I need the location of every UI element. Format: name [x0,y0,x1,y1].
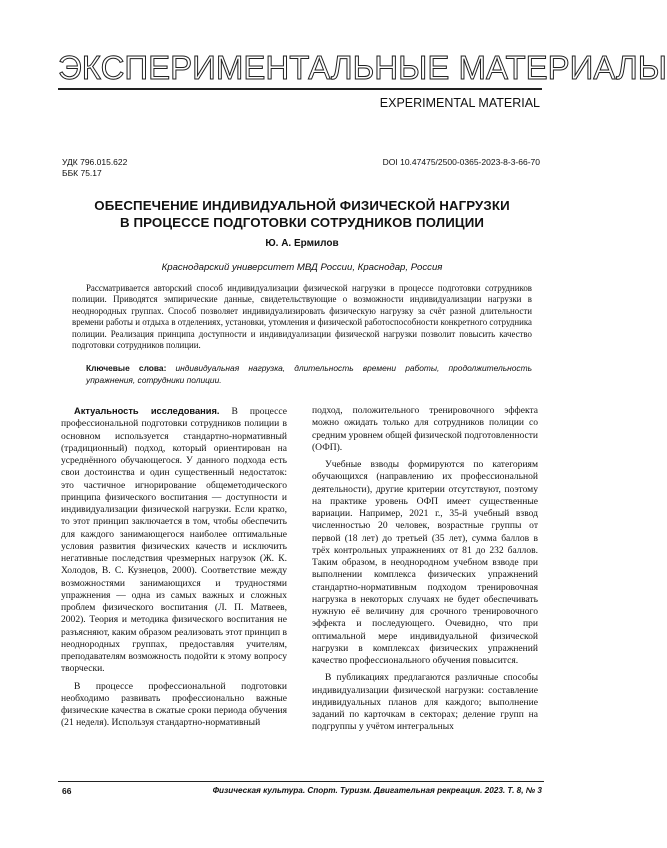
article-title-line: В ПРОЦЕССЕ ПОДГОТОВКИ СОТРУДНИКОВ ПОЛИЦИИ [119,215,485,230]
keywords-label: Ключевые слова: [86,363,167,373]
article-title-line: ОБЕСПЕЧЕНИЕ ИНДИВИДУАЛЬНОЙ ФИЗИЧЕСКОЙ НАГРУЗКИ [94,198,510,213]
author: Ю. А. Ермилов [265,238,339,249]
article-title [60,197,544,231]
body-column-right [312,405,538,734]
keywords [72,362,532,386]
bbk-code: ББК 75.17 [62,168,102,178]
paragraph-text: В процессе профессиональной подготовки сотрудников полиции в основном используется стандартно-нормативный (традиционный) подход, который ориентирован на усреднённого обучающегося. У данного подхода есть свои достоинства и один существенный недостаток: это частичное игнорирование общеметодического принципа физического воспитания — доступности и индивидуализации физической нагрузки. Если кратко, то этот принцип заключается в том, чтобы обеспечить для каждого занимающегося наиболее оптимальные условия развития физических качеств и исключить негативные последствия чрезмерных нагрузок (Ж. К. Холодов, В. С. Кузнецов, 2000). Соответствие между возможностями занимающихся и трудностями упражнения — одна из самых важных и сложных проблем физического воспитания (Л. П. Матвеев, 2002). Теория и методика физического воспитания не разъясняют, каким образом реализовать этот принцип в неоднородных группах, предоставляя учителям, преподавателям возможность подойти к этому вопросу творчески. [61,406,287,675]
section-title-english: EXPERIMENTAL MATERIAL [379,96,540,110]
paragraph [61,405,287,676]
paragraph: В процессе профессиональной подготовки необходимо развивать профессионально важные физические качества в сжатые сроки периода обучения (21 неделя). Используя стандартно-нормативный [61,680,287,729]
paragraph: Учебные взводы формируются по категориям обучающихся (направлению их профессиональной деятельности), другие критерии отсутствуют, поэтому на практике уровень ОФП имеет существенные вариации. Например, 2021 г., 35-й учебный взвод численностью 20 человек, возрастные группы от первой (18 лет) до третьей (35 лет), сумма баллов в трёх контрольных упражнениях от 81 до 232 баллов. Таким образом, в неоднородном учебном взводе при выполнении комплекса физических упражнений стандартно-нормативным подходом тренировочная нагрузка в некоторых случаях не будет обеспечивать нужную её величину для срочного тренировочного эффекта и последующего. Очевидно, что при оптимальной мере индивидуальной физической нагрузки в комплексах физических упражнений качество профессионального обучения повысится. [312,459,538,666]
doi[interactable]: DOI 10.47475/2500-0365-2023-8-3-66-70 [382,157,540,167]
section-title: ЭКСПЕРИМЕНТАЛЬНЫЕ МАТЕРИАЛЫ [58,49,667,86]
abstract: Рассматривается авторский способ индивидуализации физической нагрузки в процессе подготовки сотрудников полиции. Приводятся эмпирические данные, свидетельствующие о возможности индивидуализации нагрузки в неоднородных группах. Способ позволяет индивидуализировать физическую нагрузку за счёт разной длительности времени работы и отдыха в отделениях, установки, утомления и физической работоспособности конкретного сотрудника полиции. Реализация принципа доступности и индивидуализации физической нагрузки позволит повысить качество подготовки сотрудников полиции. [72,283,532,351]
classification-codes [62,157,127,179]
udc-code: УДК 796.015.622 [62,157,128,167]
page-number: 66 [62,786,72,796]
keywords-text: индивидуальная нагрузка, длительность времени работы, продолжительность упражнения, сотрудники полиции. [86,363,533,385]
paragraph: В публикациях предлагаются различные способы индивидуализации физической нагрузки: составление индивидуальных планов для каждого; выполнение заданий по карточкам в секторах; деление групп на подгруппы у учётом интегральных [312,672,538,733]
paragraph: подход, положительного тренировочного эффекта можно ожидать только для сотрудников полиции со средним уровнем общей физической подготовленности (ОФП). [312,405,538,453]
footer-rule [58,781,544,782]
section-lead: Актуальность исследования. [74,406,220,416]
journal-citation: Физическая культура. Спорт. Туризм. Двигательная рекреация. 2023. Т. 8, № 3 [212,786,542,795]
affiliation: Краснодарский университет МВД России, Краснодар, Россия [161,262,443,273]
body-column-left [61,405,287,730]
header-rule [58,88,542,90]
